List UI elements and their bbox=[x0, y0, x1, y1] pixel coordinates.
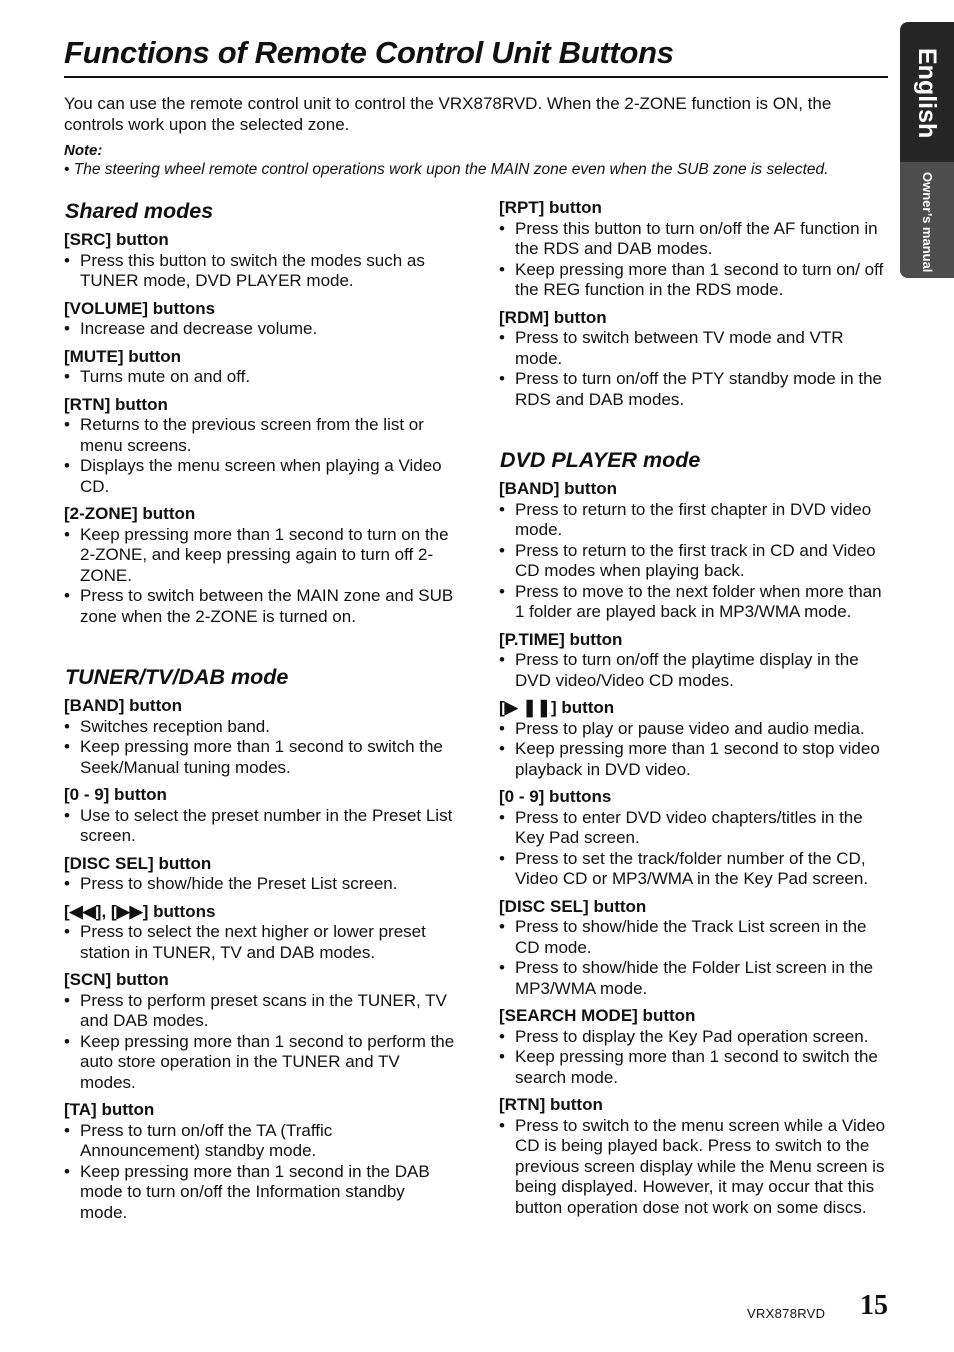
bullet-item: • Press to play or pause video and audio media. bbox=[499, 719, 891, 740]
bullet-item: • Press this button to switch the modes such as TUNER mode, DVD PLAYER mode. bbox=[64, 251, 456, 292]
section-shared-modes bbox=[64, 198, 456, 627]
note-bullet: • bbox=[64, 161, 74, 178]
button-description bbox=[64, 395, 456, 498]
button-name: [RDM] button bbox=[499, 307, 607, 327]
button-description bbox=[64, 1100, 456, 1223]
bullet-item: • Press to set the track/folder number of the CD, Video CD or MP3/WMA in the Key Pad screen. bbox=[499, 849, 891, 890]
bullet-list bbox=[499, 328, 891, 410]
bullet-item: • Keep pressing more than 1 second to perform the auto store operation in the TUNER and TV modes. bbox=[64, 1032, 456, 1094]
bullet-item: • Press to enter DVD video chapters/titles in the Key Pad screen. bbox=[499, 808, 891, 849]
bullet-item: • Press to switch between the MAIN zone and SUB zone when the 2-ZONE is turned on. bbox=[64, 586, 456, 627]
button-name: [VOLUME] buttons bbox=[64, 298, 216, 318]
side-tab-manual: Owner’s manual bbox=[920, 172, 935, 273]
button-name: [MUTE] button bbox=[64, 346, 182, 366]
bullet-item: • Press to turn on/off the playtime display in the DVD video/Video CD modes. bbox=[499, 650, 891, 691]
bullet-list bbox=[64, 806, 456, 847]
button-description bbox=[499, 1006, 891, 1088]
bullet-list bbox=[64, 1121, 456, 1224]
button-description bbox=[499, 1095, 891, 1218]
bullet-list bbox=[499, 808, 891, 890]
bullet-list bbox=[64, 525, 456, 628]
button-name: [0 - 9] buttons bbox=[499, 787, 612, 806]
button-name: [TA] button bbox=[64, 1100, 155, 1119]
bullet-list bbox=[64, 319, 456, 340]
bullet-item: • Increase and decrease volume. bbox=[64, 319, 456, 340]
right-column bbox=[499, 198, 891, 1225]
button-description bbox=[64, 696, 456, 778]
button-description bbox=[499, 897, 891, 1000]
section-dvd-player-mode bbox=[499, 447, 891, 1218]
button-description bbox=[64, 970, 456, 1093]
bullet-list bbox=[499, 1027, 891, 1089]
bullet-list bbox=[64, 367, 456, 388]
bullet-item: • Press to return to the first track in CD and Video CD modes when playing back. bbox=[499, 541, 891, 582]
bullet-item: • Returns to the previous screen from the list or menu screens. bbox=[64, 415, 456, 456]
button-description bbox=[64, 299, 456, 340]
button-name: [DISC SEL] button bbox=[499, 896, 647, 916]
bullet-list bbox=[499, 1116, 891, 1219]
button-name: [RTN] button bbox=[499, 1095, 603, 1114]
section-spacer bbox=[64, 634, 456, 664]
section-title: Shared modes bbox=[65, 199, 214, 223]
bullet-list bbox=[499, 219, 891, 301]
bullet-list bbox=[64, 874, 456, 895]
section-continued bbox=[499, 198, 891, 410]
button-name: [SEARCH MODE] button bbox=[499, 1006, 696, 1025]
page-number: 15 bbox=[860, 1290, 888, 1321]
button-description bbox=[499, 787, 891, 890]
button-description bbox=[499, 308, 891, 411]
bullet-item: • Press to show/hide the Preset List screen. bbox=[64, 874, 456, 895]
button-name: [SCN] button bbox=[64, 970, 169, 989]
bullet-list bbox=[64, 991, 456, 1094]
button-description bbox=[64, 902, 456, 964]
bullet-item: • Press to switch between TV mode and VTR mode. bbox=[499, 328, 891, 369]
bullet-item: • Switches reception band. bbox=[64, 717, 456, 738]
bullet-list bbox=[64, 922, 456, 963]
bullet-list bbox=[499, 650, 891, 691]
side-language-tab bbox=[900, 22, 954, 278]
note-body: The steering wheel remote control operations work upon the MAIN zone even when the SUB zone is selected. bbox=[73, 161, 829, 178]
section-title: TUNER/TV/DAB mode bbox=[65, 665, 289, 689]
bullet-item: • Press to turn on/off the PTY standby mode in the RDS and DAB modes. bbox=[499, 369, 891, 410]
bullet-item: • Press this button to turn on/off the AF function in the RDS and DAB modes. bbox=[499, 219, 891, 260]
button-description bbox=[64, 854, 456, 895]
button-description bbox=[499, 630, 891, 692]
button-name: [RPT] button bbox=[499, 198, 602, 217]
button-name: [BAND] button bbox=[499, 479, 618, 498]
bullet-item: • Press to return to the first chapter in DVD video mode. bbox=[499, 500, 891, 541]
bullet-item: • Press to show/hide the Folder List screen in the MP3/WMA mode. bbox=[499, 958, 891, 999]
bullet-list bbox=[64, 717, 456, 779]
button-name: [DISC SEL] button bbox=[64, 853, 212, 873]
button-name: [2-ZONE] button bbox=[64, 504, 196, 523]
button-description bbox=[64, 785, 456, 847]
bullet-list bbox=[499, 917, 891, 999]
bullet-item: • Keep pressing more than 1 second to stop video playback in DVD video. bbox=[499, 739, 891, 780]
button-name: [P.TIME] button bbox=[499, 629, 623, 649]
bullet-item: • Press to select the next higher or lower preset station in TUNER, TV and DAB modes. bbox=[64, 922, 456, 963]
button-name: [0 - 9] button bbox=[64, 785, 167, 804]
button-name: [BAND] button bbox=[64, 696, 183, 715]
note-text bbox=[64, 160, 894, 180]
bullet-list bbox=[499, 500, 891, 623]
button-description bbox=[64, 347, 456, 388]
bullet-item: • Keep pressing more than 1 second to switch the search mode. bbox=[499, 1047, 891, 1088]
button-description bbox=[64, 230, 456, 292]
section-tuner-tv-dab-mode bbox=[64, 664, 456, 1223]
bullet-item: • Turns mute on and off. bbox=[64, 367, 456, 388]
bullet-item: • Keep pressing more than 1 second to turn on/ off the REG function in the RDS mode. bbox=[499, 260, 891, 301]
bullet-item: • Use to select the preset number in the Preset List screen. bbox=[64, 806, 456, 847]
bullet-item: • Press to turn on/off the TA (Traffic Announcement) standby mode. bbox=[64, 1121, 456, 1162]
bullet-item: • Press to move to the next folder when more than 1 folder are played back in MP3/WMA mode. bbox=[499, 582, 891, 623]
bullet-list bbox=[64, 415, 456, 497]
bullet-item: • Press to perform preset scans in the TUNER, TV and DAB modes. bbox=[64, 991, 456, 1032]
bullet-item: • Keep pressing more than 1 second in the DAB mode to turn on/off the Information standby mode. bbox=[64, 1162, 456, 1224]
intro-paragraph: You can use the remote control unit to control the VRX878RVD. When the 2-ZONE function is ON, the controls work upon the selected zone. bbox=[64, 94, 832, 134]
section-spacer bbox=[499, 417, 891, 447]
button-name: [RTN] button bbox=[64, 394, 168, 414]
bullet-item: • Press to show/hide the Track List screen in the CD mode. bbox=[499, 917, 891, 958]
left-column bbox=[64, 198, 456, 1230]
bullet-list bbox=[499, 719, 891, 781]
bullet-item: • Displays the menu screen when playing a Video CD. bbox=[64, 456, 456, 497]
button-description bbox=[499, 198, 891, 301]
model-number: VRX878RVD bbox=[747, 1306, 826, 1321]
button-name: [▶ ❚❚] button bbox=[499, 698, 615, 717]
bullet-list bbox=[64, 251, 456, 292]
button-description bbox=[499, 479, 891, 623]
side-tab-language: English bbox=[913, 48, 941, 139]
bullet-item: • Press to display the Key Pad operation screen. bbox=[499, 1027, 891, 1048]
page-title: Functions of Remote Control Unit Buttons bbox=[64, 34, 888, 78]
note-label: Note: bbox=[64, 142, 103, 159]
button-name: [◀◀], [▶▶] buttons bbox=[64, 901, 216, 921]
button-description bbox=[64, 504, 456, 627]
section-title: DVD PLAYER mode bbox=[500, 448, 701, 472]
button-name: [SRC] button bbox=[64, 230, 169, 249]
bullet-item: • Keep pressing more than 1 second to turn on the 2-ZONE, and keep pressing again to turn off 2-ZONE. bbox=[64, 525, 456, 587]
bullet-item: • Press to switch to the menu screen while a Video CD is being played back. Press to switch to the previous screen display while the Menu screen is being displayed. However, it may occur that this button operation dose not work on some discs. bbox=[499, 1116, 891, 1219]
button-description bbox=[499, 698, 891, 780]
bullet-item: • Keep pressing more than 1 second to switch the Seek/Manual tuning modes. bbox=[64, 737, 456, 778]
